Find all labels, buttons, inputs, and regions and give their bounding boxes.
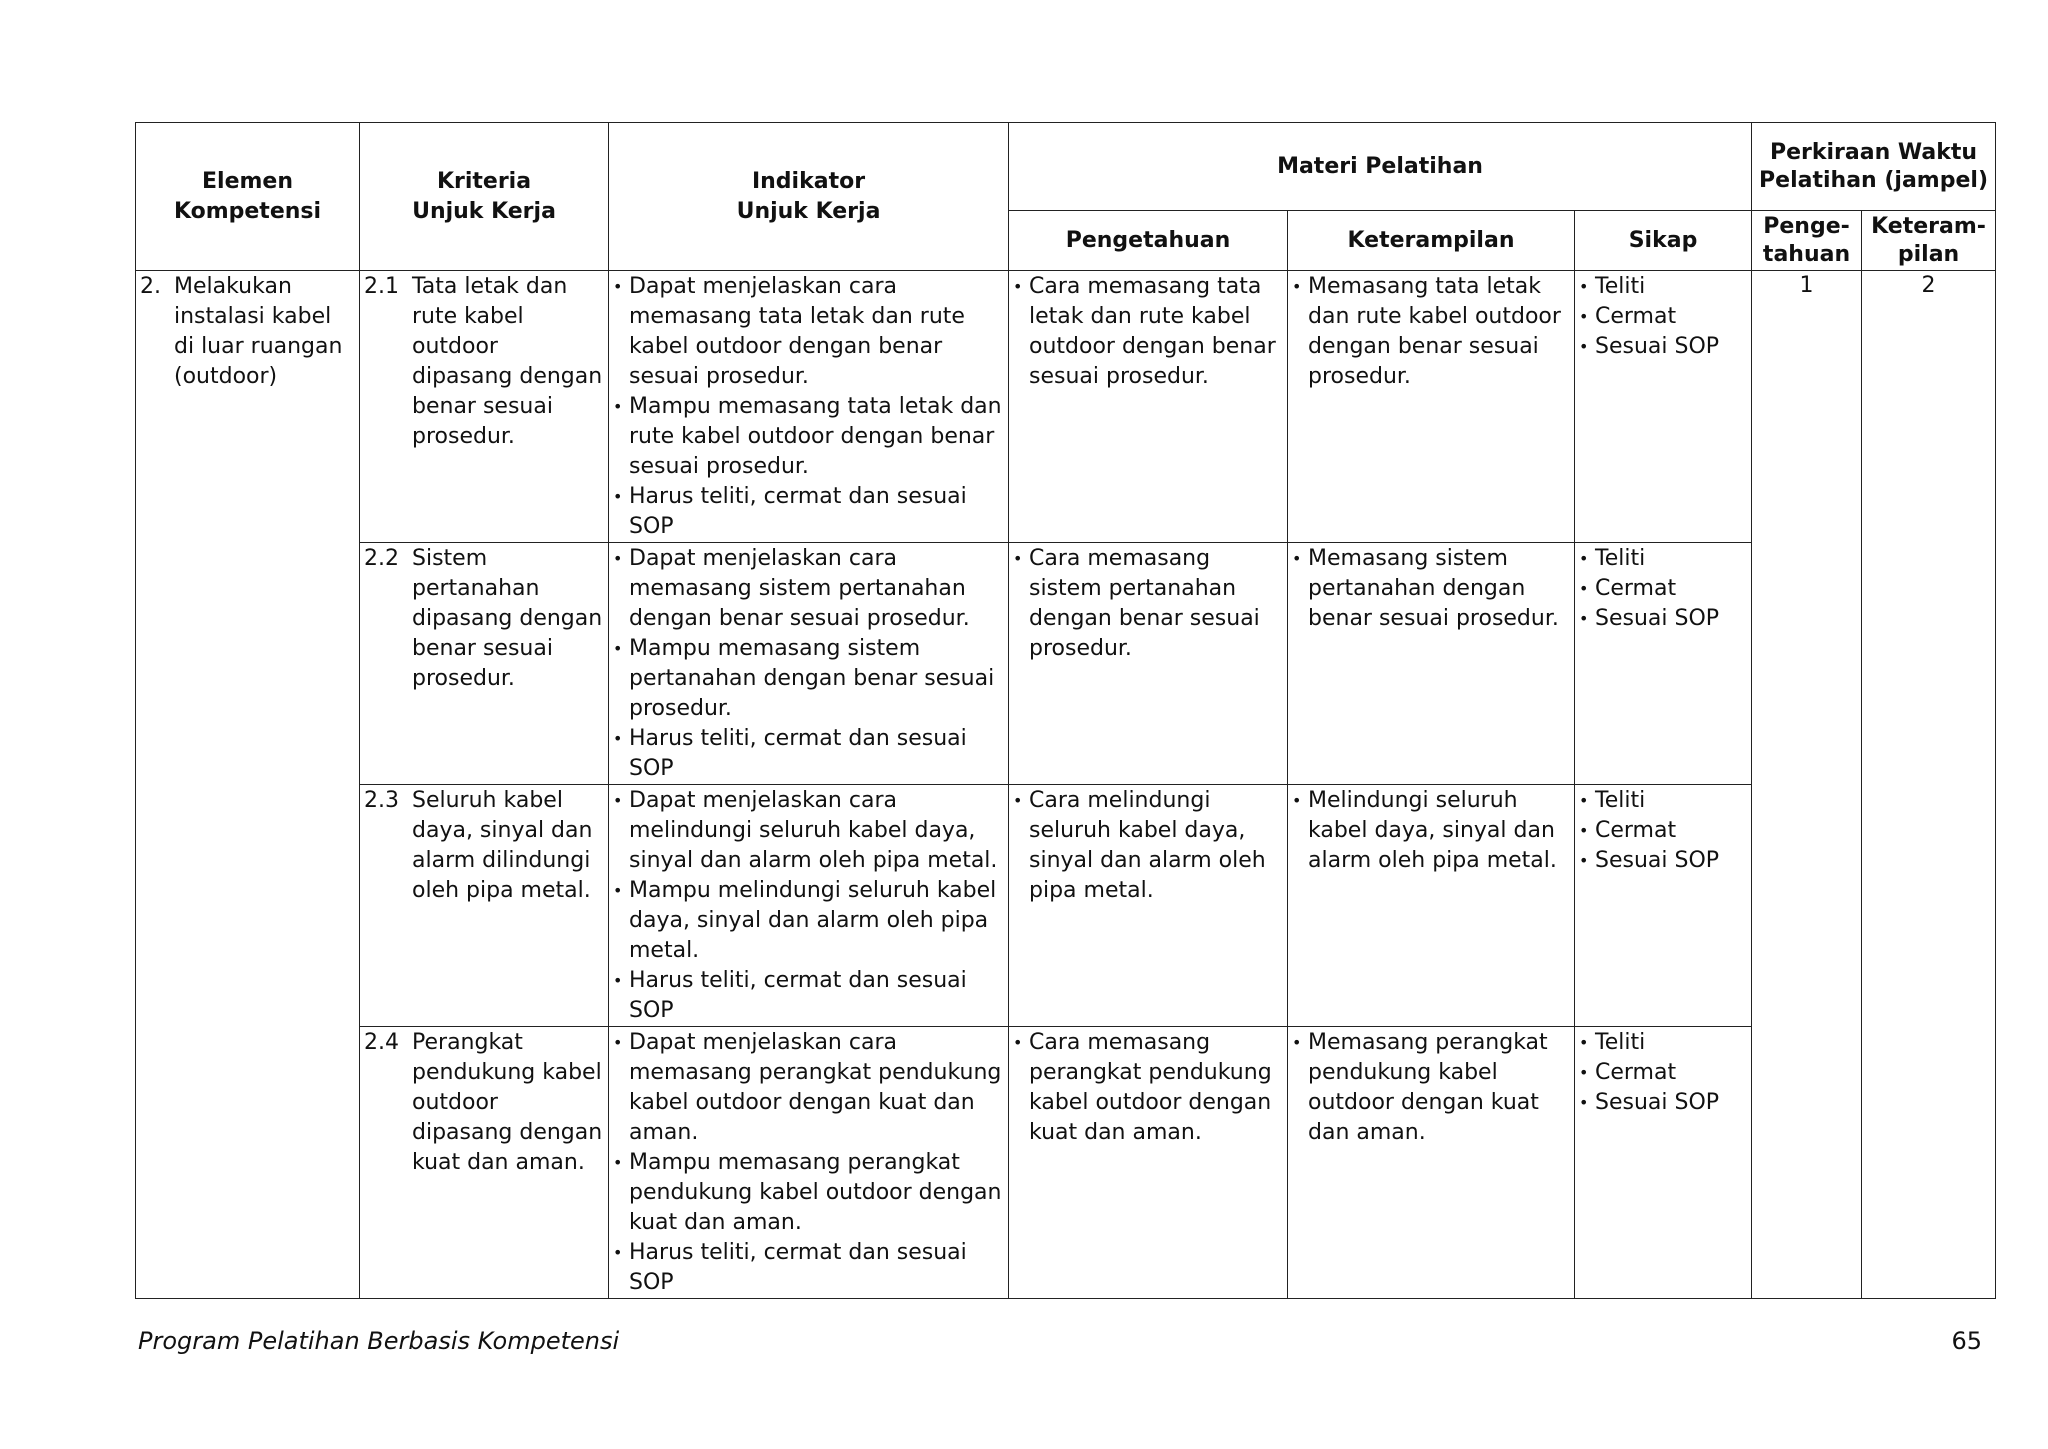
sikap-cell — [1575, 271, 1752, 543]
page-number: 65 — [1951, 1327, 1982, 1355]
kuk-number: 2.3 — [364, 788, 399, 813]
sikap-cell — [1575, 1027, 1752, 1299]
header-pengetahuan: Pengetahuan — [1009, 211, 1288, 271]
keterampilan-item: • Memasang tata letak dan rute kabel outdoor dengan benar sesuai prosedur. — [1290, 272, 1568, 392]
keterampilan-item: • Memasang sistem pertanahan dengan benar sesuai prosedur. — [1290, 544, 1568, 634]
indikator-item: • Harus teliti, cermat dan sesuai SOP — [611, 482, 1002, 542]
pengetahuan-item: • Cara memasang tata letak dan rute kabel outdoor dengan benar sesuai prosedur. — [1011, 272, 1281, 392]
table-body — [136, 271, 1996, 1299]
indikator-item: • Dapat menjelaskan cara memasang tata letak dan rute kabel outdoor dengan benar sesuai prosedur. — [611, 272, 1002, 392]
kuk-number: 2.1 — [364, 274, 399, 299]
table-row — [136, 271, 1996, 543]
indikator-item: • Harus teliti, cermat dan sesuai SOP — [611, 724, 1002, 784]
sikap-item: • Sesuai SOP — [1577, 1088, 1745, 1118]
pengetahuan-cell — [1009, 785, 1288, 1027]
header-materi: Materi Pelatihan — [1009, 123, 1752, 211]
kuk-cell — [360, 1027, 609, 1299]
sikap-item: • Cermat — [1577, 1058, 1745, 1088]
indikator-item: • Dapat menjelaskan cara memasang sistem pertanahan dengan benar sesuai prosedur. — [611, 544, 1002, 634]
header-keterampilan: Keterampilan — [1288, 211, 1575, 271]
pengetahuan-item: • Cara memasang perangkat pendukung kabel outdoor dengan kuat dan aman. — [1011, 1028, 1281, 1148]
header-sikap: Sikap — [1575, 211, 1752, 271]
keterampilan-item: • Melindungi seluruh kabel daya, sinyal dan alarm oleh pipa metal. — [1290, 786, 1568, 876]
elemen-number: 2. — [140, 274, 161, 299]
sikap-item: • Teliti — [1577, 272, 1745, 302]
sikap-cell — [1575, 543, 1752, 785]
indikator-item: • Mampu memasang perangkat pendukung kabel outdoor dengan kuat dan aman. — [611, 1148, 1002, 1238]
jampel-pengetahuan: 1 — [1752, 271, 1862, 1299]
kuk-number: 2.4 — [364, 1030, 399, 1055]
header-elemen: Elemen Kompetensi — [136, 123, 360, 271]
pengetahuan-cell — [1009, 271, 1288, 543]
sikap-item: • Cermat — [1577, 574, 1745, 604]
keterampilan-item: • Memasang perangkat pendukung kabel outdoor dengan kuat dan aman. — [1290, 1028, 1568, 1148]
sikap-item: • Cermat — [1577, 302, 1745, 332]
kuk-text: Sistem pertanahan dipasang dengan benar sesuai prosedur. — [412, 546, 603, 691]
header-jp-keterampilan: Keteram- pilan — [1862, 211, 1996, 271]
kuk-cell — [360, 785, 609, 1027]
kuk-cell — [360, 543, 609, 785]
jampel-keterampilan: 2 — [1862, 271, 1996, 1299]
sikap-item: • Teliti — [1577, 1028, 1745, 1058]
indikator-item: • Dapat menjelaskan cara melindungi seluruh kabel daya, sinyal dan alarm oleh pipa metal. — [611, 786, 1002, 876]
table-row — [136, 785, 1996, 1027]
table-row — [136, 1027, 1996, 1299]
sikap-item: • Teliti — [1577, 786, 1745, 816]
sikap-item: • Sesuai SOP — [1577, 332, 1745, 362]
indikator-item: • Harus teliti, cermat dan sesuai SOP — [611, 966, 1002, 1026]
kuk-number: 2.2 — [364, 546, 399, 571]
sikap-cell — [1575, 785, 1752, 1027]
keterampilan-cell — [1288, 543, 1575, 785]
pengetahuan-cell — [1009, 1027, 1288, 1299]
indikator-cell — [609, 271, 1009, 543]
header-kriteria: Kriteria Unjuk Kerja — [360, 123, 609, 271]
header-indikator: Indikator Unjuk Kerja — [609, 123, 1009, 271]
keterampilan-cell — [1288, 785, 1575, 1027]
competency-table — [135, 122, 1996, 1299]
sikap-item: • Cermat — [1577, 816, 1745, 846]
indikator-cell — [609, 1027, 1009, 1299]
indikator-cell — [609, 543, 1009, 785]
indikator-item: • Mampu melindungi seluruh kabel daya, sinyal dan alarm oleh pipa metal. — [611, 876, 1002, 966]
elemen-text: Melakukan instalasi kabel di luar ruangan (outdoor) — [174, 274, 343, 389]
indikator-cell — [609, 785, 1009, 1027]
header-perkiraan: Perkiraan Waktu Pelatihan (jampel) — [1752, 123, 1996, 211]
sikap-item: • Teliti — [1577, 544, 1745, 574]
pengetahuan-cell — [1009, 543, 1288, 785]
kuk-text: Seluruh kabel daya, sinyal dan alarm dilindungi oleh pipa metal. — [412, 788, 593, 903]
pengetahuan-item: • Cara memasang sistem pertanahan dengan benar sesuai prosedur. — [1011, 544, 1281, 664]
sikap-item: • Sesuai SOP — [1577, 604, 1745, 634]
keterampilan-cell — [1288, 1027, 1575, 1299]
keterampilan-cell — [1288, 271, 1575, 543]
pengetahuan-item: • Cara melindungi seluruh kabel daya, sinyal dan alarm oleh pipa metal. — [1011, 786, 1281, 906]
sikap-item: • Sesuai SOP — [1577, 846, 1745, 876]
kuk-cell — [360, 271, 609, 543]
indikator-item: • Dapat menjelaskan cara memasang perangkat pendukung kabel outdoor dengan kuat dan aman. — [611, 1028, 1002, 1148]
header-jp-pengetahuan: Penge- tahuan — [1752, 211, 1862, 271]
indikator-item: • Mampu memasang tata letak dan rute kabel outdoor dengan benar sesuai prosedur. — [611, 392, 1002, 482]
footer-title: Program Pelatihan Berbasis Kompetensi — [138, 1327, 620, 1355]
kuk-text: Tata letak dan rute kabel outdoor dipasang dengan benar sesuai prosedur. — [412, 274, 603, 449]
table-row — [136, 543, 1996, 785]
indikator-item: • Harus teliti, cermat dan sesuai SOP — [611, 1238, 1002, 1298]
indikator-item: • Mampu memasang sistem pertanahan dengan benar sesuai prosedur. — [611, 634, 1002, 724]
kuk-text: Perangkat pendukung kabel outdoor dipasang dengan kuat dan aman. — [412, 1030, 603, 1175]
elemen-cell — [136, 271, 360, 1299]
